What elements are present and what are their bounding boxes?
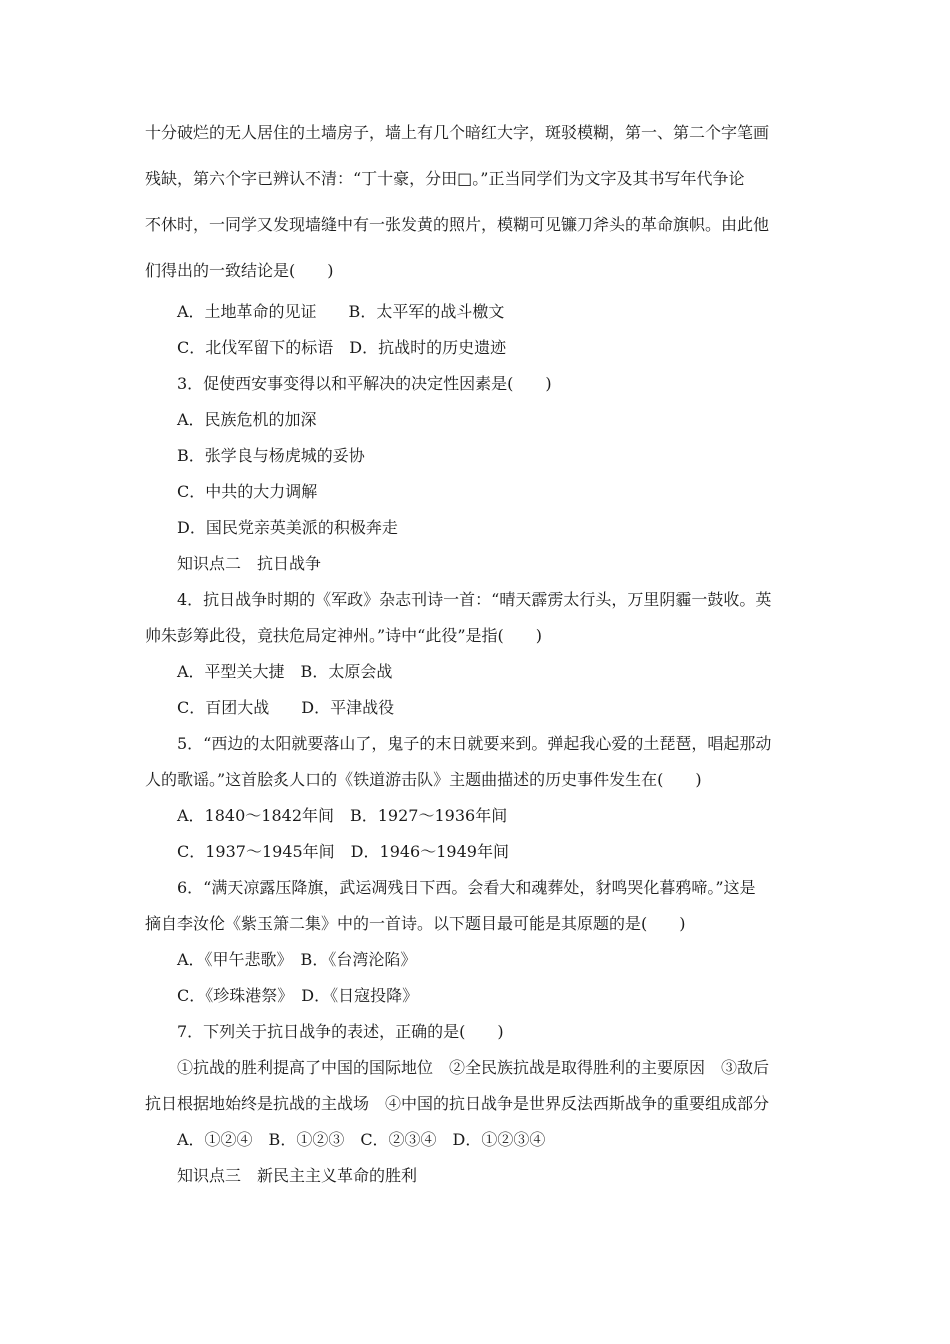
question-stem: 3．促使西安事变得以和平解决的决定性因素是( ) [177, 374, 552, 393]
question-stem: 6．“满天凉露压降旗，武运凋残日下西。会看大和魂葬处，豺鸣哭化暮鸦啼。”这是 [177, 878, 756, 897]
answer-options: C．百团大战 D．平津战役 [177, 698, 395, 717]
question-stem-cont: 人的歌谣。”这首脍炙人口的《铁道游击队》主题曲描述的历史事件发生在( ) [145, 770, 702, 789]
answer-options: A．1840～1842年间 B．1927～1936年间 [177, 806, 508, 825]
answer-options: C．北伐军留下的标语 D．抗战时的历史遗迹 [177, 338, 507, 357]
answer-option: A．民族危机的加深 [177, 410, 317, 429]
answer-options: A．平型关大捷 B．太原会战 [177, 662, 393, 681]
answer-option: D．国民党亲英美派的积极奔走 [177, 518, 398, 537]
statement-line-cont: 抗日根据地始终是抗战的主战场 ④中国的抗日战争是世界反法西斯战争的重要组成部分 [145, 1094, 770, 1113]
question-stem-cont: 摘自李汝伦《紫玉箫二集》中的一首诗。以下题目最可能是其原题的是( ) [145, 914, 686, 933]
question-6 [145, 870, 810, 1014]
paragraph-line: 十分破烂的无人居住的土墙房子，墙上有几个暗红大字，斑驳模糊，第一、第二个字笔画 [145, 123, 770, 142]
document-page [145, 110, 810, 1194]
answer-options: C．1937～1945年间 D．1946～1949年间 [177, 842, 509, 861]
question-stem-cont: 帅朱彭筹此役，竟扶危局定神州。”诗中“此役”是指( ) [145, 626, 543, 645]
paragraph-line: 们得出的一致结论是( ) [145, 261, 334, 280]
answer-option: B．张学良与杨虎城的妥协 [177, 446, 365, 465]
question-7 [145, 1014, 810, 1158]
section-heading: 知识点三 新民主主义革命的胜利 [177, 1166, 418, 1185]
question-stem: 5．“西边的太阳就要落山了，鬼子的末日就要来到。弹起我心爱的土琵琶，唱起那动 [177, 734, 772, 753]
section-heading: 知识点二 抗日战争 [177, 554, 322, 573]
answer-options: A．土地革命的见证 B．太平军的战斗檄文 [177, 302, 505, 321]
answer-option: C．中共的大力调解 [177, 482, 318, 501]
question-5 [145, 726, 810, 870]
answer-options: A．①②④ B．①②③ C．②③④ D．①②③④ [177, 1130, 546, 1149]
paragraph-line: 不休时，一同学又发现墙缝中有一张发黄的照片，模糊可见镰刀斧头的革命旗帜。由此他 [145, 215, 770, 234]
question-3 [145, 366, 810, 546]
statement-line: ①抗战的胜利提高了中国的国际地位 ②全民族抗战是取得胜利的主要原因 ③敌后 [177, 1058, 770, 1077]
paragraph-line: 残缺，第六个字已辨认不清：“丁十豪，分田□。”正当同学们为文字及其书写年代争论 [145, 169, 745, 188]
answer-options: A．《甲午悲歌》 B．《台湾沦陷》 [177, 950, 417, 969]
question-2-continuation [145, 110, 810, 366]
question-stem: 7．下列关于抗日战争的表述，正确的是( ) [177, 1022, 504, 1041]
question-stem: 4．抗日战争时期的《军政》杂志刊诗一首：“晴天霹雳太行头，万里阴霾一鼓收。英 [177, 590, 772, 609]
question-4 [145, 582, 810, 726]
answer-options: C．《珍珠港祭》 D．《日寇投降》 [177, 986, 419, 1005]
